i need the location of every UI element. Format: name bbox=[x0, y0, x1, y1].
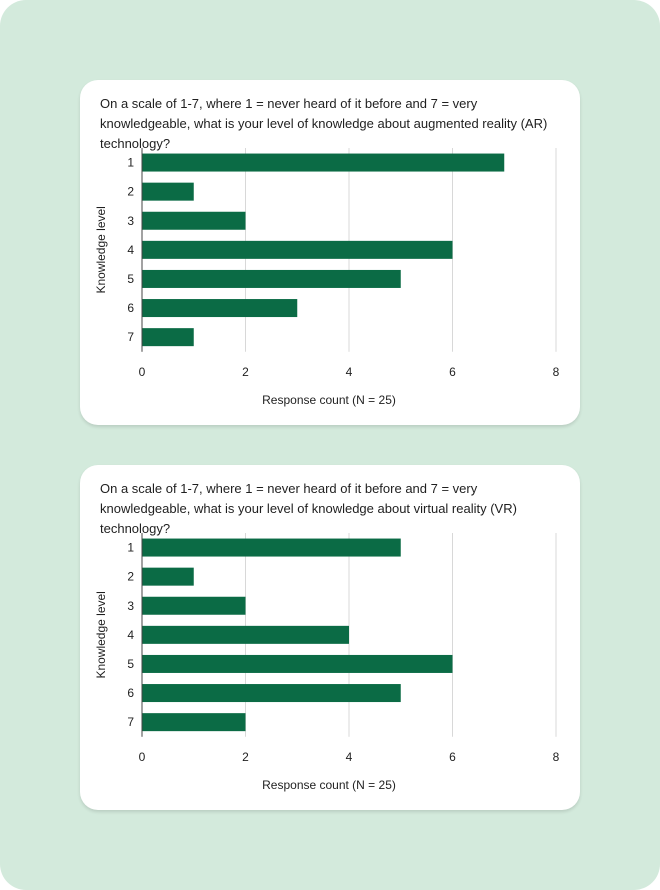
bar-7 bbox=[142, 328, 194, 346]
bar-5 bbox=[142, 655, 453, 673]
y-axis-title: Knowledge level bbox=[94, 206, 108, 294]
category-label: 2 bbox=[127, 569, 134, 584]
bar-3 bbox=[142, 212, 246, 230]
bar-7 bbox=[142, 713, 246, 731]
x-tick-label: 6 bbox=[449, 365, 456, 379]
bar-6 bbox=[142, 684, 401, 702]
bar-6 bbox=[142, 299, 297, 317]
chart-question: On a scale of 1-7, where 1 = never heard of it before and 7 = very knowledgeable, what is your level of knowledge about augmented reality (AR) technology? bbox=[100, 96, 548, 151]
ar-knowledge-card bbox=[80, 80, 580, 425]
y-axis-title: Knowledge level bbox=[94, 591, 108, 679]
bar-4 bbox=[142, 626, 349, 644]
x-tick-label: 8 bbox=[552, 365, 560, 379]
x-tick-label: 8 bbox=[552, 750, 560, 764]
category-label: 5 bbox=[127, 271, 134, 286]
bar-2 bbox=[142, 183, 194, 201]
category-label: 4 bbox=[127, 627, 134, 642]
category-label: 4 bbox=[127, 242, 134, 257]
category-label: 5 bbox=[127, 656, 134, 671]
x-axis-title: Response count (N = 25) bbox=[262, 778, 396, 792]
category-label: 7 bbox=[127, 715, 134, 730]
category-label: 6 bbox=[127, 686, 134, 701]
vr-knowledge-card bbox=[80, 465, 580, 810]
bar-5 bbox=[142, 270, 401, 288]
x-tick-label: 0 bbox=[138, 365, 146, 379]
x-tick-label: 2 bbox=[242, 750, 249, 764]
x-tick-label: 4 bbox=[345, 750, 353, 764]
vr-knowledge-chart bbox=[80, 465, 580, 810]
category-label: 3 bbox=[127, 213, 134, 228]
category-label: 2 bbox=[127, 184, 134, 199]
x-tick-label: 2 bbox=[242, 365, 249, 379]
bar-2 bbox=[142, 568, 194, 586]
category-label: 7 bbox=[127, 330, 134, 345]
x-tick-label: 6 bbox=[449, 750, 456, 764]
category-label: 1 bbox=[127, 155, 134, 170]
category-label: 1 bbox=[127, 540, 134, 555]
bar-1 bbox=[142, 539, 401, 557]
ar-knowledge-chart bbox=[80, 80, 580, 425]
bar-3 bbox=[142, 597, 246, 615]
category-label: 6 bbox=[127, 301, 134, 316]
x-tick-label: 0 bbox=[138, 750, 146, 764]
bar-1 bbox=[142, 154, 504, 172]
x-axis-title: Response count (N = 25) bbox=[262, 393, 396, 407]
chart-question: On a scale of 1-7, where 1 = never heard of it before and 7 = very knowledgeable, what is your level of knowledge about virtual reality (VR) technology? bbox=[100, 481, 517, 536]
x-tick-label: 4 bbox=[345, 365, 353, 379]
category-label: 3 bbox=[127, 598, 134, 613]
bar-4 bbox=[142, 241, 453, 259]
